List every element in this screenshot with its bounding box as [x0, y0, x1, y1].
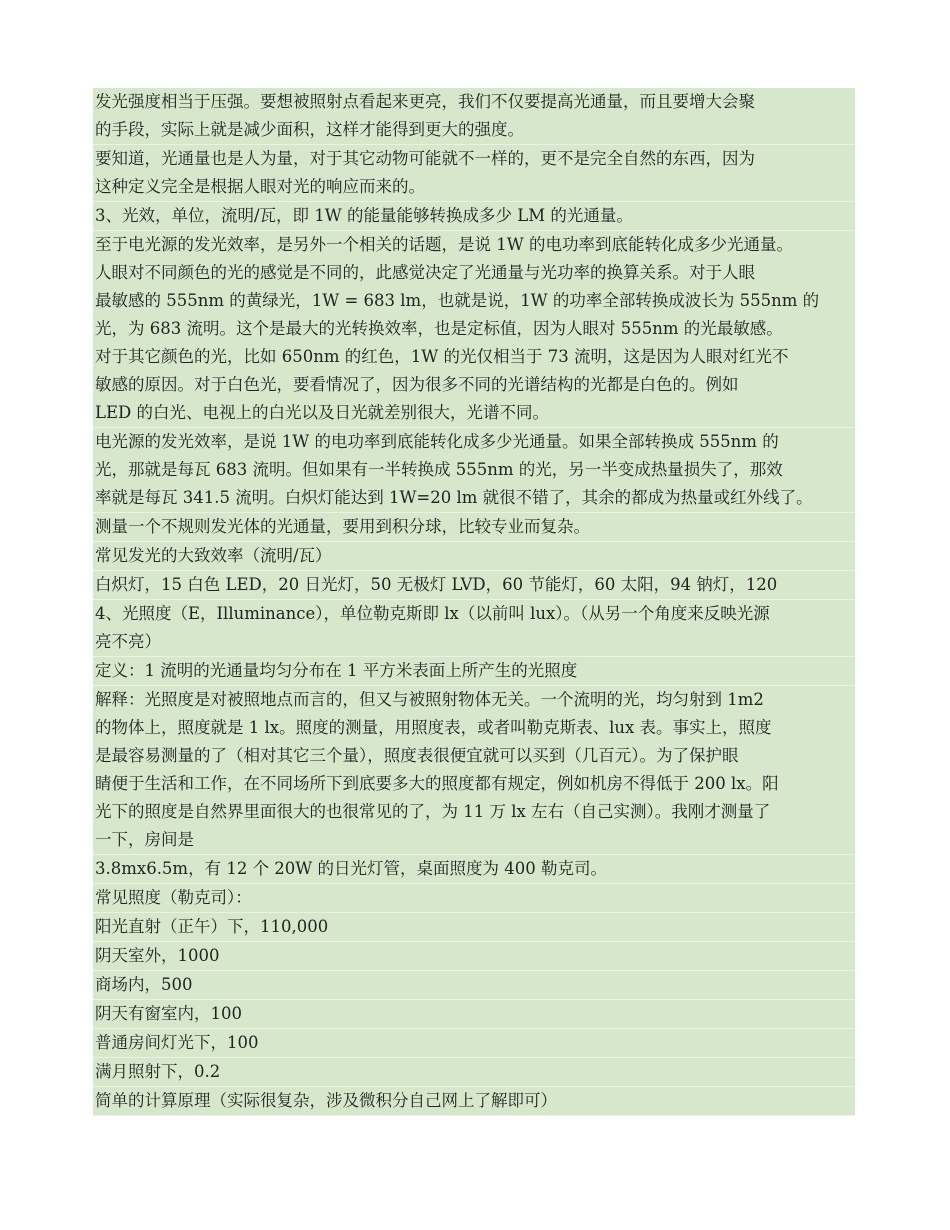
paragraph [93, 145, 855, 202]
paragraph-line: 率就是每瓦 341.5 流明。白炽灯能达到 1W=20 lm 就很不错了，其余的都成为热量或红外线了。 [95, 488, 813, 507]
paragraph-line: 睛便于生活和工作，在不同场所下到底要多大的照度都有规定，例如机房不得低于 200 lx。阳 [95, 774, 779, 793]
paragraph [93, 571, 855, 600]
paragraph-line: 常见发光的大致效率（流明/瓦） [95, 546, 332, 565]
paragraph [93, 513, 855, 542]
paragraph-line: 光，那就是每瓦 683 流明。但如果有一半转换成 555nm 的光，另一半变成热量损失了，那效 [95, 460, 783, 479]
paragraph [93, 657, 855, 686]
paragraph-line: 的物体上，照度就是 1 lx。照度的测量，用照度表，或者叫勒克斯表、lux 表。事实上，照度 [95, 718, 772, 737]
paragraph-line: 要知道，光通量也是人为量，对于其它动物可能就不一样的，更不是完全自然的东西，因为 [95, 149, 755, 168]
paragraph-line: 测量一个不规则发光体的光通量，要用到积分球，比较专业而复杂。 [95, 517, 590, 536]
document-body [93, 88, 855, 1116]
paragraph-line: 3、光效，单位，流明/瓦，即 1W 的能量能够转换成多少 LM 的光通量。 [95, 206, 633, 225]
paragraph-line: 阴天有窗室内，100 [95, 1004, 242, 1023]
paragraph-line: 白炽灯，15 白色 LED，20 日光灯，50 无极灯 LVD，60 节能灯，60 太阳，94 钠灯，120 [95, 575, 778, 594]
paragraph [93, 1000, 855, 1029]
paragraph [93, 428, 855, 513]
paragraph [93, 231, 855, 428]
paragraph [93, 88, 855, 145]
paragraph [93, 971, 855, 1000]
paragraph [93, 942, 855, 971]
paragraph-line: 简单的计算原理（实际很复杂，涉及微积分自己网上了解即可） [95, 1091, 557, 1110]
paragraph-line: 满月照射下，0.2 [95, 1062, 221, 1081]
paragraph-line: 阳光直射（正午）下，110,000 [95, 917, 329, 936]
paragraph-line: 普通房间灯光下，100 [95, 1033, 259, 1052]
paragraph-line: 一下，房间是 [95, 830, 194, 849]
paragraph [93, 600, 855, 657]
paragraph-line: 解释：光照度是对被照地点而言的，但又与被照射物体无关。一个流明的光，均匀射到 1m2 [95, 690, 764, 709]
paragraph-line: 电光源的发光效率，是说 1W 的电功率到底能转化成多少光通量。如果全部转换成 555nm 的 [95, 432, 779, 451]
paragraph-line: 常见照度（勒克司）： [95, 888, 252, 907]
paragraph-line: 光下的照度是自然界里面很大的也很常见的了，为 11 万 lx 左右（自己实测）。我刚才测量了 [95, 802, 771, 821]
paragraph-line: 对于其它颜色的光，比如 650nm 的红色，1W 的光仅相当于 73 流明，这是因为人眼对红光不 [95, 347, 789, 366]
paragraph-line: 最敏感的 555nm 的黄绿光，1W = 683 lm，也就是说，1W 的功率全部转换成波长为 555nm 的 [95, 291, 820, 310]
paragraph [93, 542, 855, 571]
paragraph [93, 855, 855, 884]
paragraph-line: 3.8mx6.5m，有 12 个 20W 的日光灯管，桌面照度为 400 勒克司。 [95, 859, 607, 878]
paragraph-line: 亮不亮） [95, 632, 161, 651]
paragraph-line: 发光强度相当于压强。要想被照射点看起来更亮，我们不仅要提高光通量，而且要增大会聚 [95, 92, 755, 111]
paragraph [93, 1029, 855, 1058]
paragraph-line: 是最容易测量的了（相对其它三个量），照度表很便宜就可以买到（几百元）。为了保护眼 [95, 746, 739, 765]
paragraph [93, 1087, 855, 1116]
paragraph-line: 这种定义完全是根据人眼对光的响应而来的。 [95, 177, 425, 196]
paragraph-line: LED 的白光、电视上的白光以及日光就差别很大，光谱不同。 [95, 403, 549, 422]
paragraph [93, 686, 855, 855]
paragraph-line: 的手段，实际上就是减少面积，这样才能得到更大的强度。 [95, 120, 524, 139]
paragraph [93, 913, 855, 942]
paragraph-line: 光，为 683 流明。这个是最大的光转换效率，也是定标值，因为人眼对 555nm 的光最敏感。 [95, 319, 783, 338]
paragraph-line: 4、光照度（E，Illuminance），单位勒克斯即 lx（以前叫 lux）。（从另一个角度来反映光源 [95, 604, 770, 623]
paragraph-line: 敏感的原因。对于白色光，要看情况了，因为很多不同的光谱结构的光都是白色的。例如 [95, 375, 739, 394]
paragraph-line: 人眼对不同颜色的光的感觉是不同的，此感觉决定了光通量与光功率的换算关系。对于人眼 [95, 263, 755, 282]
paragraph [93, 1058, 855, 1087]
paragraph-line: 阴天室外，1000 [95, 946, 220, 965]
paragraph [93, 884, 855, 913]
paragraph-line: 至于电光源的发光效率，是另外一个相关的话题，是说 1W 的电功率到底能转化成多少光通量。 [95, 235, 793, 254]
paragraph-line: 商场内，500 [95, 975, 193, 994]
paragraph-line: 定义：1 流明的光通量均匀分布在 1 平方米表面上所产生的光照度 [95, 661, 578, 680]
paragraph [93, 202, 855, 231]
